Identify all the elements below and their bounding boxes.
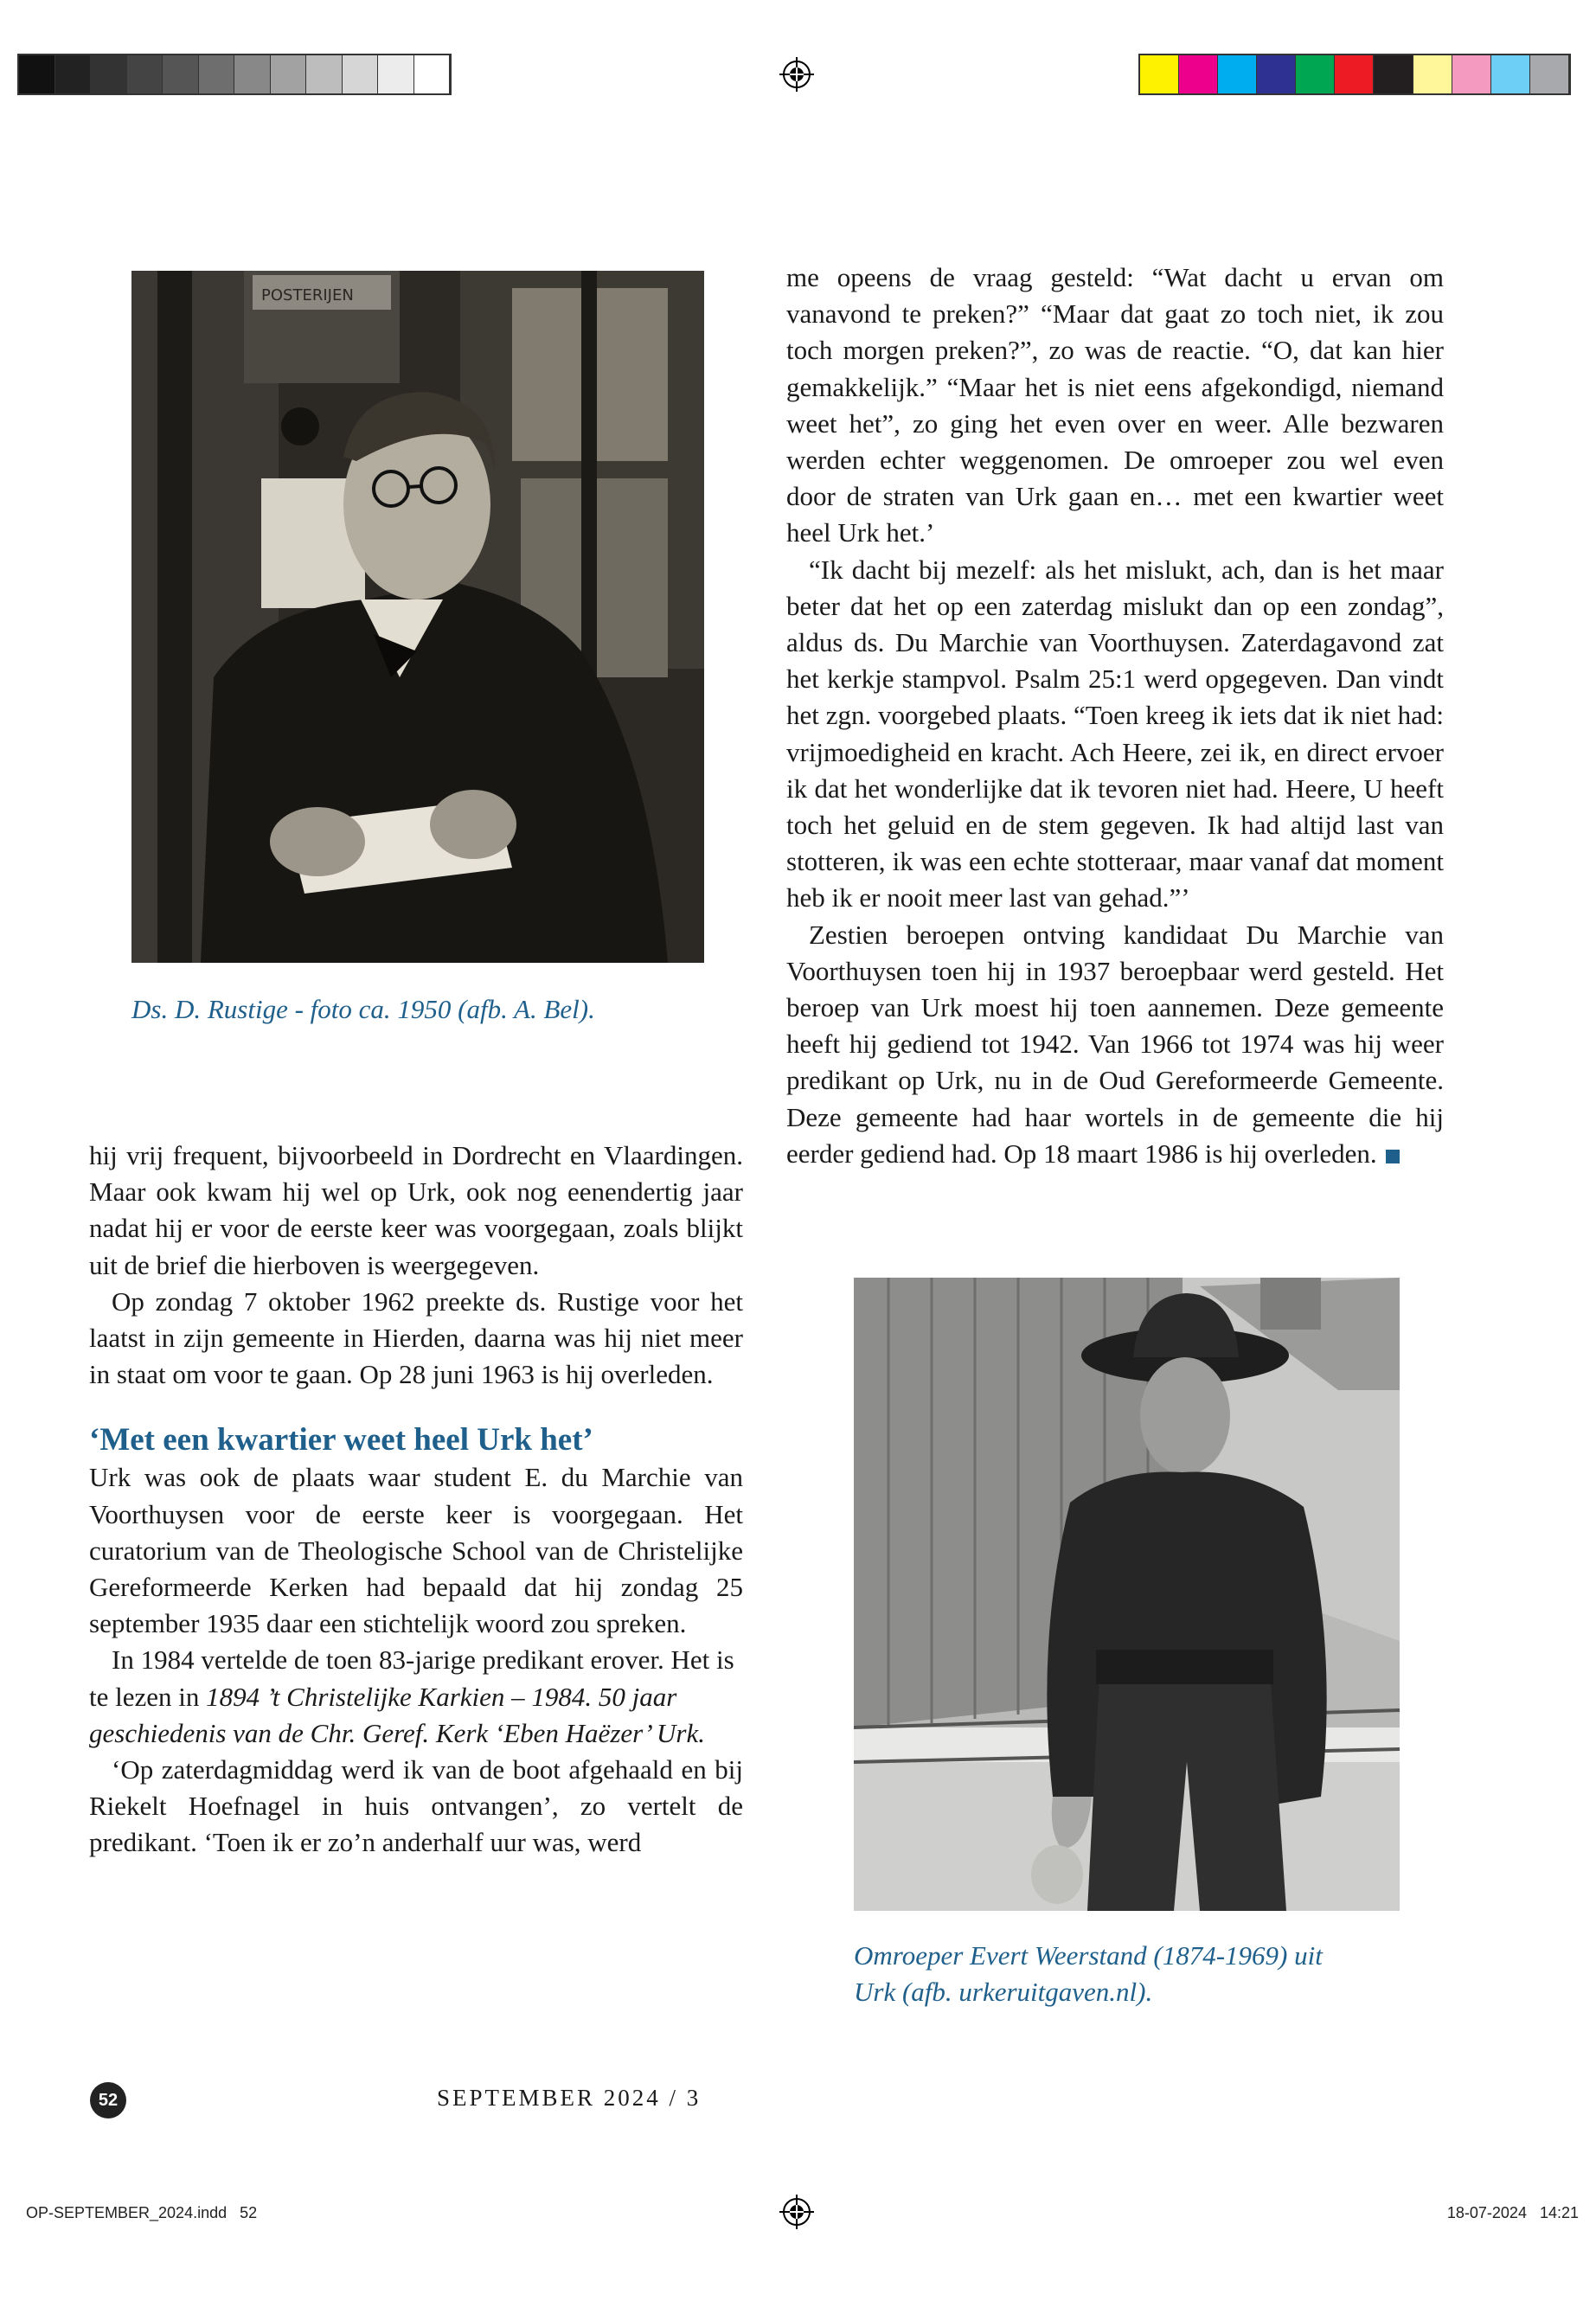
color-swatch	[1296, 55, 1335, 93]
color-swatch	[1413, 55, 1452, 93]
issue-label: SEPTEMBER 2024 / 3	[437, 2085, 702, 2111]
paragraph: In 1984 vertelde de toen 83-jarige predikant erover. Het is te lezen in 1894 ’t Christelijke Karkien – 1984. 50 jaar geschiedenis van de Chr. Geref. Kerk ‘Eben Haëzer’ Urk.	[89, 1644, 734, 1748]
grayscale-control-bar	[17, 54, 452, 95]
section-heading: ‘Met een kwartier weet heel Urk het’	[89, 1422, 593, 1458]
color-swatch	[1335, 55, 1374, 93]
weerstand-photo	[854, 1278, 1400, 1911]
color-swatch	[306, 55, 343, 93]
paragraph: “Ik dacht bij mezelf: als het mislukt, ach, dan is het maar beter dat het op een zaterdag mislukt dan op een zondag”, aldus ds. Du Marchie van Voorthuysen. Zaterdagavond zat het kerkje stampvol. Psalm 25:1 werd opgegeven. Dan vindt het zgn. voorgebed plaats. “Toen kreeg ik iets dat ik niet had: vrijmoedigheid en kracht. Ach Heere, zei ik, en direct ervoer ik dat het wonderlijke dat ik tevoren niet had. Heere, U heeft toch het geluid en de stem gegeven. Ik had altijd last van stotteren, ik was een echte stotteraar, maar vanaf dat moment heb ik er nooit meer last van gehad.”’	[786, 554, 1444, 913]
color-swatch	[1452, 55, 1491, 93]
paragraph: ‘Op zaterdagmiddag werd ik van de boot afgehaald en bij Riekelt Hoefnagel in huis ontvangen’, zo vertelt de predikant. ‘Toen ik er zo’n anderhalf uur was, werd	[89, 1754, 743, 1858]
color-swatch	[234, 55, 271, 93]
postbox-sign: POSTERIJEN	[261, 286, 354, 304]
color-swatch	[19, 55, 55, 93]
color-control-bar	[1138, 54, 1571, 95]
color-swatch	[1179, 55, 1218, 93]
color-swatch	[91, 55, 127, 93]
right-column	[786, 260, 1444, 1172]
color-swatch	[55, 55, 92, 93]
paragraph: Op zondag 7 oktober 1962 preekte ds. Rustige voor het laatst in zijn gemeente in Hierden, daarna was hij niet meer in staat om voor te gaan. Op 28 juni 1963 is hij overleden.	[89, 1285, 743, 1390]
book-title: 1894 ’t Christelijke Karkien – 1984. 50 jaar geschiedenis van de Chr. Geref. Kerk ‘Eben Haëzer’ Urk.	[89, 1681, 705, 1748]
color-swatch	[271, 55, 307, 93]
registration-mark-icon	[779, 2195, 814, 2229]
end-mark-icon	[1386, 1150, 1400, 1163]
color-swatch	[163, 55, 199, 93]
color-swatch	[1374, 55, 1413, 93]
slug-left: OP-SEPTEMBER_2024.indd 52	[26, 2204, 258, 2221]
color-swatch	[1140, 55, 1179, 93]
photo1-caption: Ds. D. Rustige - foto ca. 1950 (afb. A. Bel).	[131, 994, 595, 1024]
rustige-photo	[131, 271, 704, 963]
color-swatch	[343, 55, 379, 93]
color-swatch	[1257, 55, 1296, 93]
color-swatch	[414, 55, 451, 93]
color-swatch	[1491, 55, 1530, 93]
photo2-caption: Omroeper Evert Weerstand (1874-1969) uit Urk (afb. urkeruitgaven.nl).	[854, 1940, 1323, 2007]
left-column	[89, 1138, 743, 1862]
slug-right: 18-07-2024 14:21	[1446, 2204, 1579, 2221]
paragraph: Urk was ook de plaats waar student E. du Marchie van Voorthuysen voor de eerste keer is voorgegaan. Het curatorium van de Theologische School van de Christelijke Gereformeerde Kerken had bepaald dat hij zondag 25 september 1935 daar een stichtelijk woord zou spreken.	[89, 1462, 743, 1639]
color-swatch	[378, 55, 414, 93]
color-swatch	[199, 55, 235, 93]
color-swatch	[1530, 55, 1569, 93]
paragraph: hij vrij frequent, bijvoorbeeld in Dordrecht en Vlaardingen. Maar ook kwam hij wel op Urk, ook nog eenendertig jaar nadat hij er voor de eerste keer was voorgegaan, zoals blijkt uit de brief die hierboven is weergegeven.	[89, 1140, 743, 1280]
color-swatch	[1218, 55, 1257, 93]
registration-mark-icon	[779, 57, 814, 92]
paragraph: Zestien beroepen ontving kandidaat Du Marchie van Voorthuysen toen hij in 1937 beroepbaar werd gesteld. Het beroep van Urk moest hij toen aannemen. Deze gemeente heeft hij gediend tot 1942. Van 1966 tot 1974 was hij weer predikant op Urk, nu in de Oud Gereformeerde Gemeente. Deze gemeente had haar wortels in de gemeente die hij eerder gediend had. Op 18 maart 1986 is hij overleden.	[786, 919, 1444, 1169]
color-swatch	[127, 55, 163, 93]
page-number: 52	[90, 2082, 126, 2118]
paragraph: me opeens de vraag gesteld: “Wat dacht u ervan om vanavond te preken?” “Maar dat gaat zo toch niet, ik zou toch morgen preken?”, zo was de reactie. “O, dat kan hier gemakkelijk.” “Maar het is niet eens afgekondigd, niemand weet het”, zo ging het even over en weer. Alle bezwaren werden echter weggenomen. De omroeper zou wel even door de straten van Urk gaan en… met een kwartier weet heel Urk het.’	[786, 262, 1444, 548]
